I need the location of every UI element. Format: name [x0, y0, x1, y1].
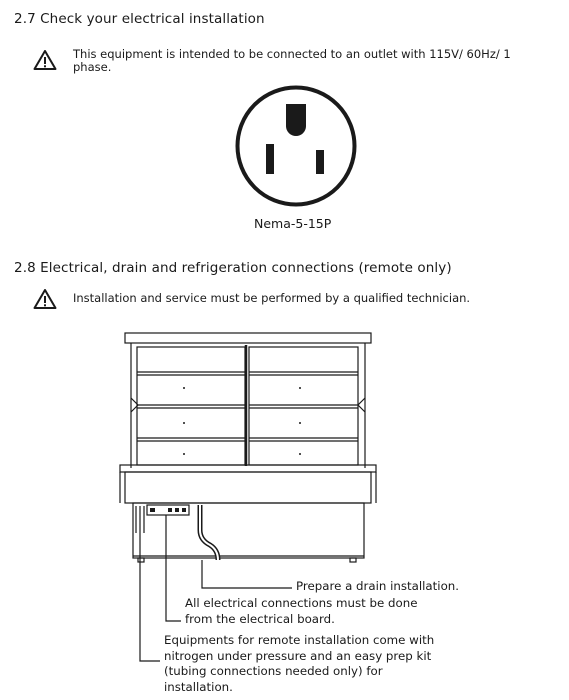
electrical-warning-line-1: This equipment is intended to be connected to an outlet with 115V/ 60Hz/ 1 — [73, 47, 511, 61]
remote-callout-line-1: Equipments for remote installation come with — [164, 633, 435, 647]
electrical-warning-line-2: phase. — [73, 60, 112, 74]
section-2-8-heading: 2.8 Electrical, drain and refrigeration connections (remote only) — [14, 260, 452, 276]
section-2-7-heading: 2.7 Check your electrical installation — [14, 11, 265, 27]
remote-callout-line-2: nitrogen under pressure and an easy prep kit — [164, 648, 432, 663]
technician-warning: Installation and service must be performed by a qualified technician. — [73, 291, 471, 305]
remote-installation-callout — [164, 633, 434, 695]
remote-callout-line-3: (tubing connections needed only) for — [164, 664, 383, 678]
electrical-callout — [185, 596, 417, 627]
drain-callout: Prepare a drain installation. — [296, 579, 460, 593]
remote-callout-line-4: installation. — [164, 679, 233, 694]
plug-caption: Nema-5-15P — [254, 216, 332, 231]
electrical-callout-line-1: All electrical connections must be done — [185, 596, 418, 610]
electrical-callout-line-2: from the electrical board. — [185, 611, 335, 626]
